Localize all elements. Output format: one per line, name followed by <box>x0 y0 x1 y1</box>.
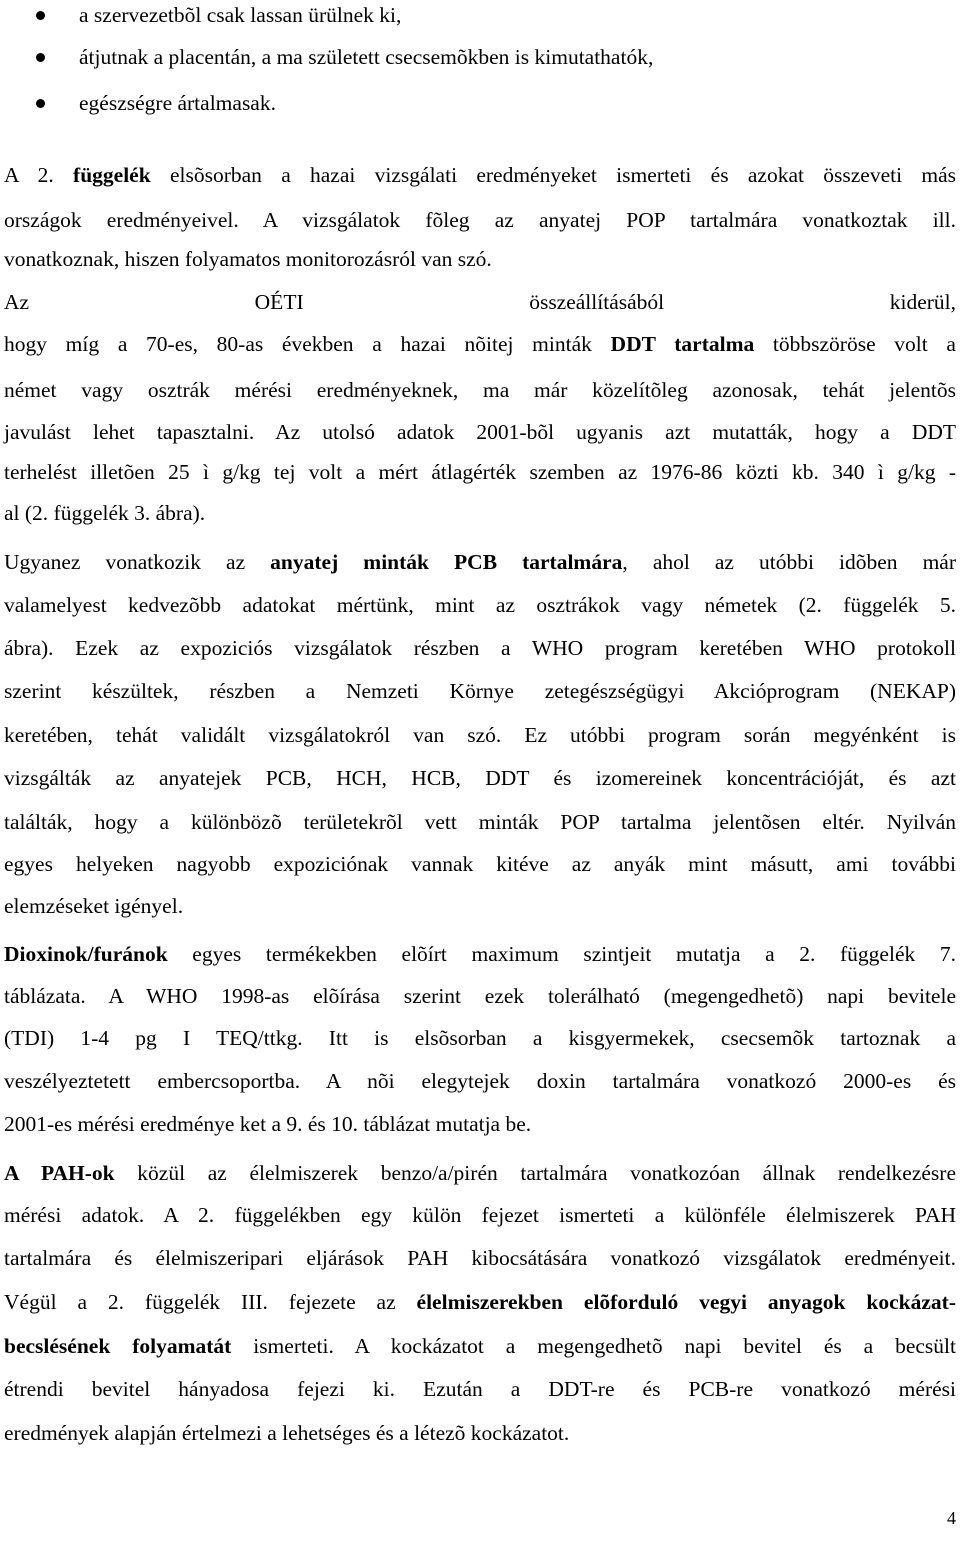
text-segment: A 2. <box>4 163 74 187</box>
text-segment: valamelyest kedvezõbb adatokat mértünk, mint az osztrákok vagy németek (2. függelék 5. <box>4 593 956 617</box>
text-line <box>4 720 956 750</box>
text-segment: tartalmára és élelmiszeripari eljárások PAH kibocsátására vonatkozó vizsgálatok eredményeit. <box>4 1246 956 1270</box>
text-line <box>4 160 956 190</box>
page-number: 4 <box>947 1508 956 1528</box>
text-line <box>4 375 956 405</box>
text-segment: Az OÉTI összeállításából kiderül, <box>4 290 956 314</box>
text-segment: veszélyeztetett embercsoportba. A nõi elegytejek doxin tartalmára vonatkozó 2000-es és <box>4 1069 956 1093</box>
bold-text-segment: függelék <box>73 163 151 187</box>
bullet-dot-icon <box>36 99 45 108</box>
text-line <box>4 1287 956 1317</box>
text-segment: közül az élelmiszerek benzo/a/pirén tartalmára vonatkozóan állnak rendelkezésre <box>114 1161 957 1185</box>
text-line <box>4 763 956 793</box>
text-line <box>4 498 956 528</box>
bullet-text: átjutnak a placentán, a ma született csecsemõkben is kimutathatók, <box>79 45 654 69</box>
text-line <box>4 1374 956 1404</box>
text-segment: vonatkoznak, hiszen folyamatos monitorozásról van szó. <box>4 247 492 271</box>
text-segment: hogy míg a 70-es, 80-as években a hazai nõitej minták <box>4 332 611 356</box>
bold-text-segment: anyatej minták PCB tartalmára <box>270 550 623 574</box>
text-line <box>4 1066 956 1096</box>
text-segment: Ugyanez vonatkozik az <box>4 550 271 574</box>
bullet-item <box>0 42 960 72</box>
text-segment: országok eredményeivel. A vizsgálatok fõleg az anyatej POP tartalmára vonatkoztak ill. <box>4 208 956 232</box>
text-segment: javulást lehet tapasztalni. Az utolsó adatok 2001-bõl ugyanis azt mutatták, hogy a DDT <box>4 420 956 444</box>
text-line <box>4 1109 956 1139</box>
text-segment: ismerteti. A kockázatot a megengedhetõ napi bevitel és a becsült <box>231 1334 956 1358</box>
text-segment: egyes helyeken nagyobb expoziciónak vannak kitéve az anyák mint másutt, ami további <box>4 852 956 876</box>
bullet-item <box>0 88 960 118</box>
text-line <box>4 676 956 706</box>
text-line <box>4 1331 956 1361</box>
text-segment: elsõsorban a hazai vizsgálati eredményeket ismerteti és azokat összeveti más <box>150 163 956 187</box>
text-segment: német vagy osztrák mérési eredményeknek, ma már közelítõleg azonosak, tehát jelentõs <box>4 378 956 402</box>
text-segment: terhelést illetõen 25 ì g/kg tej volt a mért átlagérték szemben az 1976-86 közti kb. 340 ì g/kg - <box>4 460 956 484</box>
text-line <box>4 547 956 577</box>
bold-text-segment: DDT tartalma <box>610 332 755 356</box>
text-line <box>4 244 956 274</box>
text-line <box>4 457 956 487</box>
bold-text-segment: Dioxinok/furánok <box>4 942 168 966</box>
text-segment: mérési adatok. A 2. függelékben egy külön fejezet ismerteti a különféle élelmiszerek PAH <box>4 1203 956 1227</box>
text-line <box>4 1023 956 1053</box>
bullet-dot-icon <box>36 11 45 20</box>
text-segment: ábra). Ezek az expoziciós vizsgálatok részben a WHO program keretében WHO protokoll <box>4 636 956 660</box>
text-segment: , ahol az utóbbi idõben már <box>622 550 956 574</box>
text-line <box>4 849 956 879</box>
text-segment: szerint készültek, részben a Nemzeti Környe zetegészségügyi Akcióprogram (NEKAP) <box>4 679 956 703</box>
text-line <box>4 1200 956 1230</box>
text-segment: táblázata. A WHO 1998-as elõírása szerint ezek tolerálható (megengedhetõ) napi bevitele <box>4 984 956 1008</box>
bullet-dot-icon <box>36 53 45 62</box>
text-segment: al (2. függelék 3. ábra). <box>4 501 206 525</box>
bullet-item <box>0 0 960 30</box>
text-line <box>4 1418 956 1448</box>
text-segment: Végül a 2. függelék III. fejezete az <box>4 1290 417 1314</box>
text-line <box>4 287 956 317</box>
text-line <box>4 939 956 969</box>
text-segment: vizsgálták az anyatejek PCB, HCH, HCB, DDT és izomereinek koncentrációját, és azt <box>4 766 956 790</box>
text-segment: találták, hogy a különbözõ területekrõl vett minták POP tartalma jelentõsen eltér. Nyilván <box>4 810 956 834</box>
text-segment: 2001-es mérési eredménye ket a 9. és 10. táblázat mutatja be. <box>4 1112 532 1136</box>
text-line <box>4 1243 956 1273</box>
bold-text-segment: becslésének folyamatát <box>4 1334 232 1358</box>
bullet-text: a szervezetbõl csak lassan ürülnek ki, <box>79 3 402 27</box>
text-segment: többszöröse volt a <box>754 332 956 356</box>
text-segment: elemzéseket igényel. <box>4 894 184 918</box>
text-segment: étrendi bevitel hányadosa fejezi ki. Ezután a DDT-re és PCB-re vonatkozó mérési <box>4 1377 956 1401</box>
text-line <box>4 590 956 620</box>
text-line <box>4 981 956 1011</box>
text-segment: (TDI) 1-4 pg I TEQ/ttkg. Itt is elsõsorban a kisgyermekek, csecsemõk tartoznak a <box>4 1026 956 1050</box>
text-segment: keretében, tehát validált vizsgálatokról van szó. Ez utóbbi program során megyénként is <box>4 723 956 747</box>
text-line <box>4 807 956 837</box>
text-segment: eredmények alapján értelmezi a lehetséges és a létezõ kockázatot. <box>4 1421 570 1445</box>
text-line <box>4 205 956 235</box>
bullet-text: egészségre ártalmasak. <box>79 91 276 115</box>
text-line <box>4 891 956 921</box>
text-line <box>4 1158 956 1188</box>
text-line <box>4 329 956 359</box>
text-line <box>4 633 956 663</box>
bold-text-segment: A PAH-ok <box>4 1161 115 1185</box>
text-line <box>4 417 956 447</box>
bold-text-segment: élelmiszerekben elõforduló vegyi anyagok kockázat- <box>416 1290 956 1314</box>
text-segment: egyes termékekben elõírt maximum szintjeit mutatja a 2. függelék 7. <box>167 942 956 966</box>
